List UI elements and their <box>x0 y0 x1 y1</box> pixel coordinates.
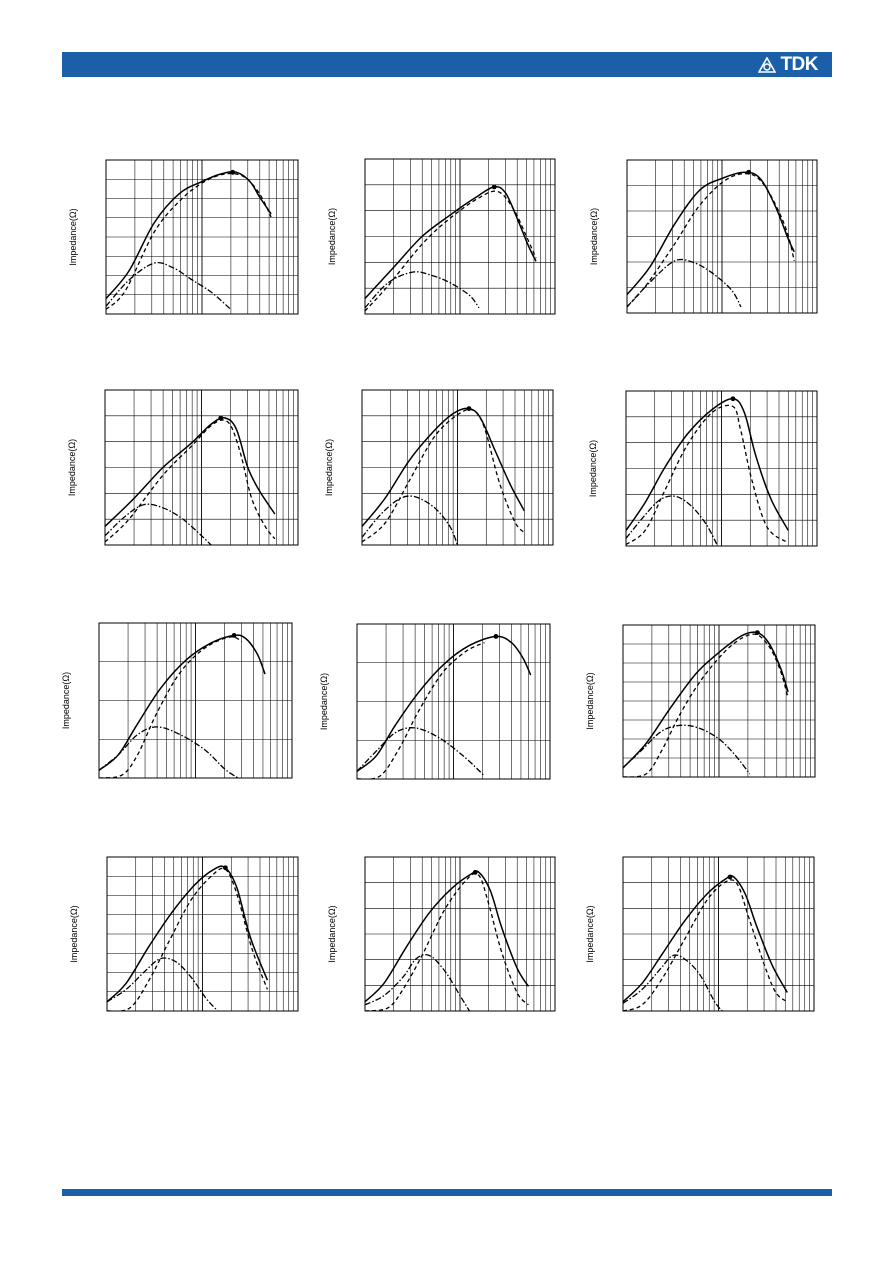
peak-marker <box>755 630 760 635</box>
chart-9 <box>585 625 815 777</box>
peak-marker <box>746 170 751 175</box>
peak-marker <box>218 416 223 421</box>
chart-10 <box>69 857 298 1011</box>
chart-3 <box>589 160 817 313</box>
y-axis-label: Impedance(Ω) <box>588 439 598 498</box>
y-axis-label: Impedance(Ω) <box>68 208 78 266</box>
y-axis-label: Impedance(Ω) <box>69 905 79 963</box>
peak-marker <box>494 634 499 639</box>
chart-1 <box>68 160 298 314</box>
chart-8 <box>319 624 550 779</box>
footer-bar <box>62 1189 832 1196</box>
peak-marker <box>728 875 733 880</box>
peak-marker <box>492 185 497 190</box>
peak-marker <box>230 170 235 175</box>
peak-marker <box>473 870 478 875</box>
chart-11 <box>327 857 555 1011</box>
y-axis-label: Impedance(Ω) <box>67 438 77 497</box>
chart-2 <box>327 159 555 314</box>
y-axis-label: Impedance(Ω) <box>327 207 337 266</box>
peak-marker <box>232 633 237 638</box>
chart-6 <box>588 391 817 546</box>
peak-marker <box>467 406 472 411</box>
y-axis-label: Impedance(Ω) <box>327 905 337 963</box>
peak-marker <box>731 396 736 401</box>
chart-12 <box>585 857 814 1011</box>
peak-marker <box>223 865 228 870</box>
chart-7 <box>61 623 292 778</box>
brand-text: TDK <box>780 54 818 75</box>
y-axis-label: Impedance(Ω) <box>324 438 334 497</box>
y-axis-label: Impedance(Ω) <box>585 672 595 730</box>
chart-5 <box>324 390 553 545</box>
y-axis-label: Impedance(Ω) <box>585 905 595 963</box>
y-axis-label: Impedance(Ω) <box>319 672 329 731</box>
y-axis-label: Impedance(Ω) <box>589 207 599 266</box>
chart-4 <box>67 390 298 545</box>
y-axis-label: Impedance(Ω) <box>61 671 71 730</box>
